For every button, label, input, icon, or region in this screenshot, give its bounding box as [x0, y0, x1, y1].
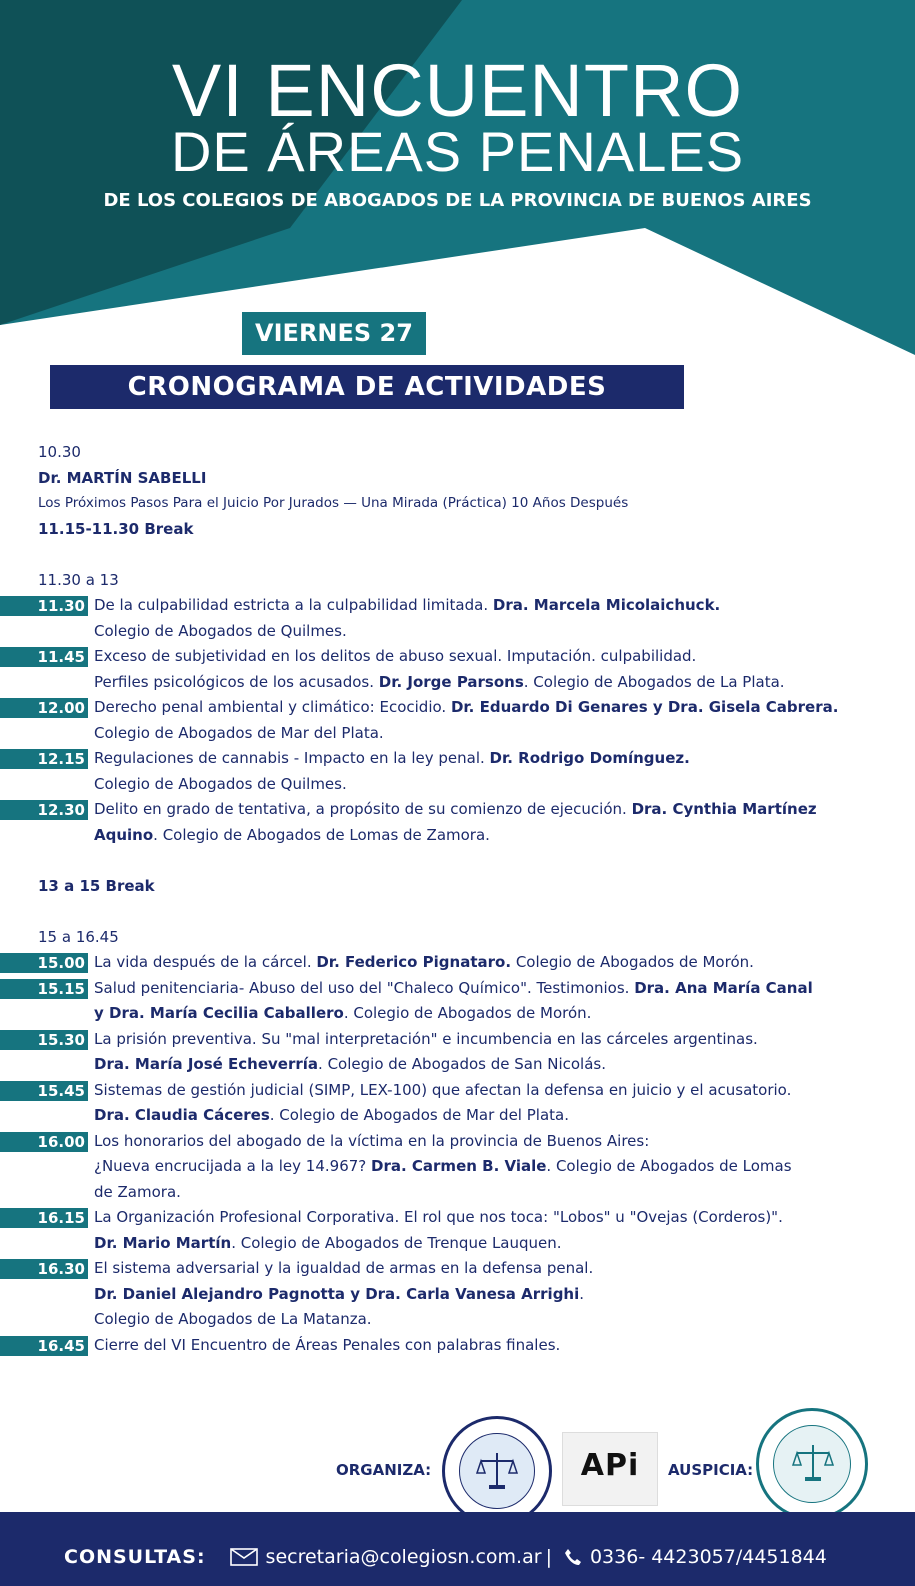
time-tag-label: 12.00 — [37, 699, 85, 717]
time-tag-label: 12.30 — [37, 801, 85, 819]
time-tag — [0, 800, 88, 820]
item-text-segment: Regulaciones de cannabis - Impacto en la ley penal. — [94, 749, 490, 767]
scales-icon — [475, 1449, 519, 1493]
item-text — [94, 950, 754, 976]
item-text-segment: . Colegio de Abogados de La Plata. — [523, 672, 785, 691]
time-tag — [0, 979, 88, 999]
item-text-segment: La vida después de la cárcel. — [94, 953, 317, 971]
schedule-item — [0, 1078, 915, 1129]
item-text — [94, 644, 696, 670]
item-text — [94, 1310, 372, 1328]
speaker-name: Dr. Eduardo Di Genares y Dra. Gisela Cabrera. — [450, 698, 839, 716]
item-text — [94, 724, 384, 742]
schedule-item — [0, 1333, 915, 1359]
time-tag-label: 15.15 — [37, 979, 85, 998]
item-text — [94, 1106, 569, 1124]
time-tag-label: 15.00 — [37, 954, 85, 972]
speaker-name: Dr. Federico Pignataro. — [316, 953, 512, 971]
colegio-san-nicolas-seal — [442, 1416, 552, 1526]
time-tag-label: 16.15 — [37, 1209, 85, 1227]
contact-phone: 0336- 4423057/4451844 — [589, 1546, 827, 1568]
item-text-segment: Derecho penal ambiental y climático: Ecocidio. — [94, 698, 451, 716]
time-tag — [0, 647, 88, 667]
block1-time: 10.30 — [38, 443, 81, 461]
item-text-segment: Colegio de Abogados de Quilmes. — [94, 774, 347, 793]
time-tag — [0, 1081, 88, 1101]
contact-email-link[interactable]: secretaria@colegiosn.com.ar — [265, 1546, 542, 1568]
speaker-name: Dr. Jorge Parsons — [378, 672, 524, 691]
item-text-segment: Sistemas de gestión judicial (SIMP, LEX-100) que afectan la defensa en juicio y el acusatorio. — [94, 1080, 792, 1099]
event-title-line1: VI ENCUENTRO — [171, 49, 744, 132]
item-text — [94, 1333, 560, 1359]
item-text — [94, 1027, 758, 1053]
item-text-segment: ¿Nueva encrucijada a la ley 14.967? — [94, 1157, 372, 1175]
schedule-item — [0, 950, 915, 976]
block3-range: 15 a 16.45 — [38, 927, 119, 946]
contact-separator: | — [545, 1546, 552, 1568]
schedule-item — [0, 976, 915, 1027]
phone-icon — [564, 1548, 582, 1566]
time-tag-label: 15.45 — [37, 1081, 85, 1100]
speaker-name: Dr. Daniel Alejandro Pagnotta y Dra. Carla Vanesa Arrighi — [94, 1284, 580, 1303]
block2-break: 13 a 15 Break — [38, 876, 155, 895]
speaker-name: Dra. Marcela Micolaichuck. — [492, 596, 721, 614]
auspicia-label: AUSPICIA: — [668, 1461, 754, 1479]
api-logo-text: APi — [580, 1447, 640, 1483]
time-tag — [0, 1132, 88, 1152]
item-text-segment: . Colegio de Abogados de Lomas de Zamora. — [153, 825, 490, 844]
time-tag-label: 11.45 — [37, 648, 85, 666]
time-tag — [0, 1259, 88, 1279]
item-text-segment: Exceso de subjetividad en los delitos de abuso sexual. Imputación. culpabilidad. — [94, 647, 697, 665]
schedule-heading: CRONOGRAMA DE ACTIVIDADES — [50, 365, 684, 409]
item-text — [94, 1055, 606, 1073]
item-text-segment: La Organización Profesional Corporativa. El rol que nos toca: "Lobos" u "Ovejas (Corderos)". — [94, 1208, 783, 1226]
item-text — [94, 1285, 584, 1303]
item-text — [94, 1078, 791, 1104]
schedule-item — [0, 1256, 915, 1333]
day-badge: VIERNES 27 — [242, 312, 426, 355]
time-tag — [0, 749, 88, 769]
item-text — [94, 797, 817, 823]
speaker-name: Dr. Rodrigo Domínguez. — [489, 749, 690, 767]
item-text-segment: Colegio de Abogados de Quilmes. — [94, 621, 347, 640]
item-text-segment: . Colegio de Abogados de Morón. — [343, 1004, 592, 1022]
schedule-item — [0, 1027, 915, 1078]
item-text-segment: Los honorarios del abogado de la víctima en la provincia de Buenos Aires: — [94, 1131, 650, 1150]
item-text-segment: De la culpabilidad estricta a la culpabilidad limitada. — [94, 596, 493, 614]
schedule-item — [0, 593, 915, 644]
block1-speaker: Dr. MARTÍN SABELLI — [38, 468, 207, 487]
item-text-segment: . — [579, 1284, 585, 1303]
item-text — [94, 1004, 591, 1022]
item-text-segment: La prisión preventiva. Su "mal interpretación" e incumbencia en las cárceles argentinas. — [94, 1029, 758, 1048]
time-tag-label: 16.45 — [37, 1336, 85, 1355]
item-text — [94, 673, 785, 691]
item-text-segment: . Colegio de Abogados de San Nicolás. — [318, 1055, 606, 1073]
item-text-segment: Colegio de Abogados de Morón. — [511, 953, 754, 971]
block3-items — [0, 950, 915, 1358]
speaker-name: Aquino — [94, 825, 154, 844]
item-text — [94, 826, 490, 844]
item-text — [94, 775, 347, 793]
speaker-name: y Dra. María Cecilia Caballero — [94, 1004, 344, 1022]
colegio-provincia-seal — [756, 1408, 868, 1520]
item-text — [94, 1256, 593, 1282]
event-subtitle: DE LOS COLEGIOS DE ABOGADOS DE LA PROVINCIA DE BUENOS AIRES — [103, 190, 812, 211]
contact-label: CONSULTAS: — [64, 1546, 206, 1568]
scales-icon — [791, 1441, 835, 1485]
item-text-segment: Salud penitenciaria- Abuso del uso del "Chaleco Químico". Testimonios. — [94, 978, 635, 997]
schedule-item — [0, 1129, 915, 1206]
item-text — [94, 1157, 792, 1175]
schedule-item — [0, 1205, 915, 1256]
time-tag — [0, 1208, 88, 1228]
schedule-item — [0, 746, 915, 797]
speaker-name: Dra. María José Echeverría — [94, 1055, 319, 1073]
schedule-item — [0, 797, 915, 848]
time-tag-label: 16.30 — [37, 1260, 85, 1278]
speaker-name: Dra. Cynthia Martínez — [631, 800, 817, 818]
item-text-segment: Perfiles psicológicos de los acusados. — [94, 672, 379, 691]
item-text — [94, 1205, 783, 1231]
time-tag — [0, 1030, 88, 1050]
schedule — [0, 440, 915, 1358]
event-title-line2: DE ÁREAS PENALES — [170, 120, 745, 183]
item-text — [94, 593, 720, 619]
item-text — [94, 1234, 562, 1252]
envelope-icon — [230, 1548, 258, 1566]
block1-talk: Los Próximos Pasos Para el Juicio Por Jurados — Una Mirada (Práctica) 10 Años Después — [38, 495, 629, 511]
item-text — [94, 1183, 181, 1201]
speaker-name: Dr. Mario Martín — [94, 1233, 232, 1252]
item-text-segment: Colegio de Abogados de La Matanza. — [94, 1310, 372, 1328]
contact-footer — [0, 1512, 915, 1586]
speaker-name: Dra. Claudia Cáceres — [94, 1106, 270, 1124]
time-tag — [0, 698, 88, 718]
block1-break: 11.15-11.30 Break — [38, 519, 194, 538]
organiza-label: ORGANIZA: — [336, 1461, 432, 1479]
item-text — [94, 622, 347, 640]
time-tag — [0, 1336, 88, 1356]
item-text-segment: Colegio de Abogados de Mar del Plata. — [94, 723, 384, 742]
item-text — [94, 695, 838, 721]
api-logo — [562, 1432, 658, 1506]
item-text-segment: Cierre del VI Encuentro de Áreas Penales con palabras finales. — [94, 1335, 561, 1354]
schedule-item — [0, 695, 915, 746]
item-text-segment: . Colegio de Abogados de Trenque Lauquen. — [231, 1233, 562, 1252]
item-text-segment: . Colegio de Abogados de Mar del Plata. — [269, 1106, 569, 1124]
item-text-segment: Delito en grado de tentativa, a propósito de su comienzo de ejecución. — [94, 800, 632, 818]
speaker-name: Dra. Carmen B. Viale — [371, 1157, 547, 1175]
time-tag-label: 12.15 — [37, 750, 85, 768]
block2-items — [0, 593, 915, 848]
time-tag-label: 15.30 — [37, 1030, 85, 1049]
time-tag — [0, 596, 88, 616]
item-text-segment: de Zamora. — [94, 1182, 181, 1201]
block2-range: 11.30 a 13 — [38, 570, 119, 589]
item-text-segment: El sistema adversarial y la igualdad de armas en la defensa penal. — [94, 1259, 594, 1277]
time-tag-label: 16.00 — [37, 1132, 85, 1151]
item-text-segment: . Colegio de Abogados de Lomas — [546, 1157, 792, 1175]
time-tag-label: 11.30 — [37, 597, 85, 615]
item-text — [94, 1129, 649, 1155]
schedule-item — [0, 644, 915, 695]
speaker-name: Dra. Ana María Canal — [634, 978, 813, 997]
item-text — [94, 976, 813, 1002]
time-tag — [0, 953, 88, 973]
item-text — [94, 746, 690, 772]
